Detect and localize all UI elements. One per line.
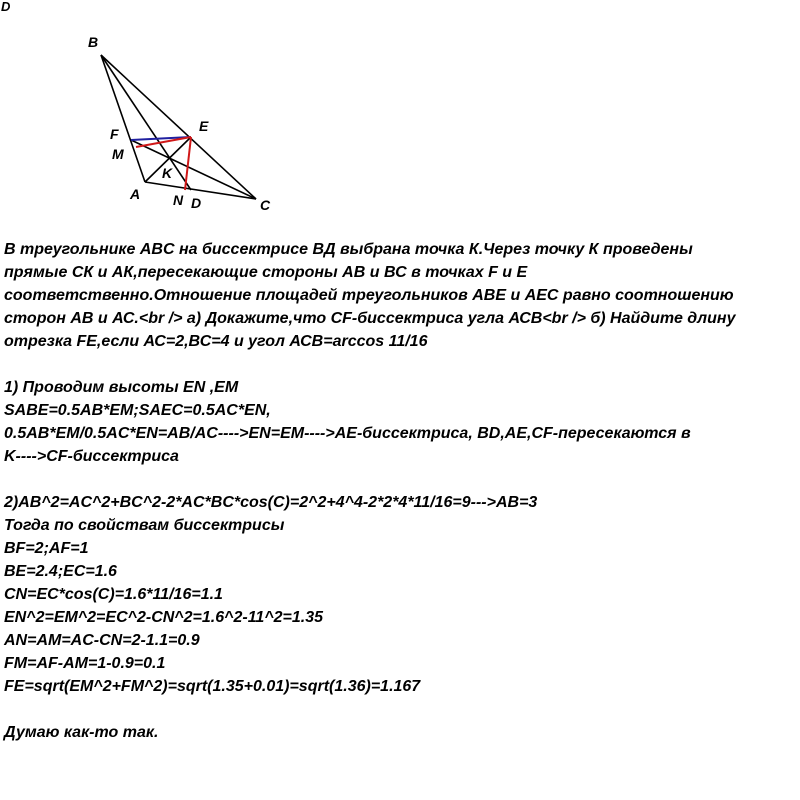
problem-statement bbox=[4, 238, 796, 353]
solution-text bbox=[4, 238, 796, 744]
label-c: C bbox=[260, 197, 271, 213]
part2-line: BE=2.4;EC=1.6 bbox=[4, 563, 117, 580]
part2-line: AN=AM=AC-CN=2-1.1=0.9 bbox=[4, 632, 200, 649]
part1-line: 1) Проводим высоты EN ,EM bbox=[4, 379, 239, 396]
problem-line: соответственно.Отношение площадей треугольников ABE и AEC равно соотношению bbox=[4, 287, 734, 304]
label-k: K bbox=[162, 165, 173, 181]
triangle-figure bbox=[0, 0, 800, 240]
corner-label: D bbox=[1, 0, 11, 14]
side-ba bbox=[101, 55, 145, 182]
part1-line: K---->CF-биссектриса bbox=[4, 448, 179, 465]
part2-line: Тогда по свойствам биссектрисы bbox=[4, 517, 285, 534]
part1-line: 0.5AB*EM/0.5AC*EN=AB/AC---->EN=EM---->AE-биссектриса, BD,AE,CF-пересекаются в bbox=[4, 425, 691, 442]
part2-line: FM=AF-AM=1-0.9=0.1 bbox=[4, 655, 166, 672]
part2-line: CN=EC*cos(C)=1.6*11/16=1.1 bbox=[4, 586, 223, 603]
problem-line: прямые СК и АК,пересекающие стороны АВ и ВС в точках F и E bbox=[4, 264, 528, 281]
label-e: E bbox=[199, 118, 209, 134]
side-bc bbox=[101, 55, 256, 199]
problem-line: сторон АВ и АС.<br /> а) Докажите,что CF-биссектриса угла АСВ<br /> б) Найдите длину bbox=[4, 310, 736, 327]
label-a: A bbox=[130, 186, 141, 202]
part1-line: SABE=0.5AB*EM;SAEC=0.5AC*EN, bbox=[4, 402, 271, 419]
closing-remark: Думаю как-то так. bbox=[4, 724, 159, 741]
triangle-lines bbox=[101, 55, 256, 199]
label-d: D bbox=[191, 195, 202, 211]
part2-line: BF=2;AF=1 bbox=[4, 540, 89, 557]
part2-line: FE=sqrt(EM^2+FM^2)=sqrt(1.35+0.01)=sqrt(1.36)=1.167 bbox=[4, 678, 421, 695]
bisector-bd bbox=[101, 55, 191, 190]
label-m: M bbox=[112, 146, 124, 162]
part-2-solution bbox=[4, 491, 796, 698]
problem-line: отрезка FE,если АС=2,ВС=4 и угол АСВ=arccos 11/16 bbox=[4, 333, 428, 350]
label-f: F bbox=[110, 126, 119, 142]
part2-line: EN^2=EM^2=EC^2-CN^2=1.6^2-11^2=1.35 bbox=[4, 609, 324, 626]
problem-line: В треугольнике ABC на биссектрисе ВД выбрана точка К.Через точку К проведены bbox=[4, 241, 693, 258]
label-b: B bbox=[88, 34, 99, 50]
part-1-solution bbox=[4, 376, 796, 468]
label-n: N bbox=[173, 192, 184, 208]
part2-line: 2)AB^2=AC^2+BC^2-2*AC*BC*cos(C)=2^2+4^4-2*2*4*11/16=9--->AB=3 bbox=[4, 494, 538, 511]
height-en bbox=[185, 137, 191, 190]
